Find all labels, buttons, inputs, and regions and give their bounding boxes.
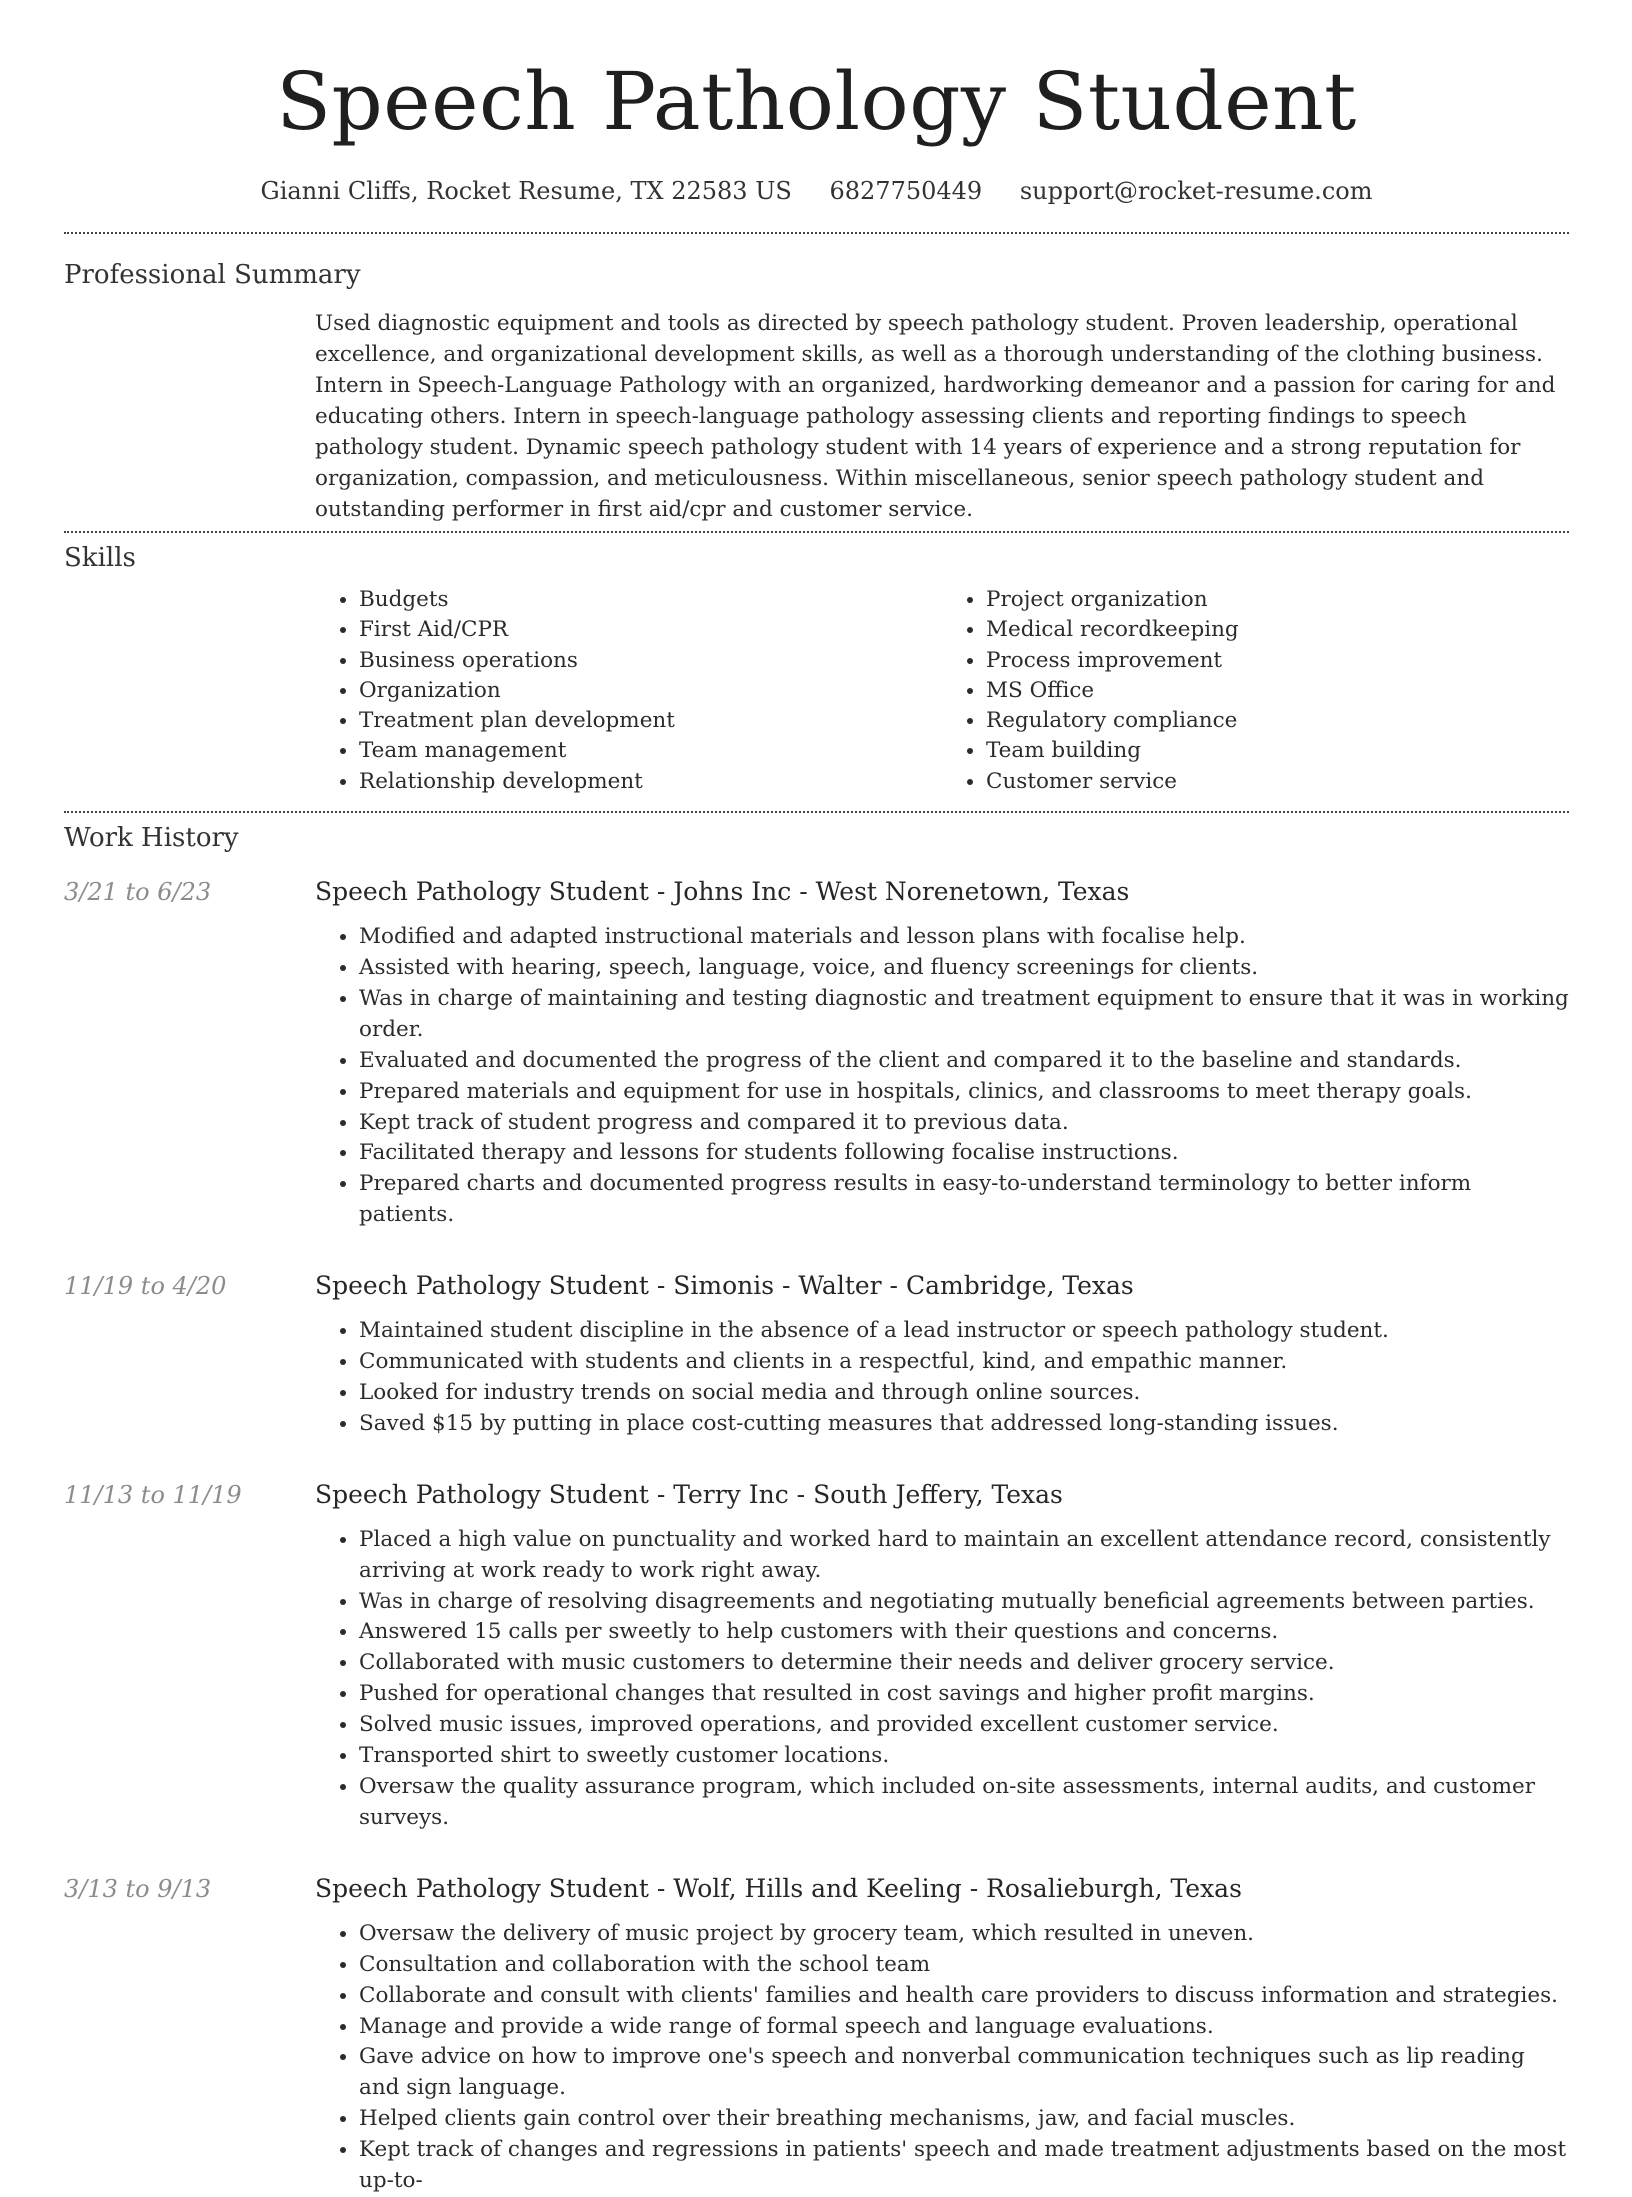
job-title: Speech Pathology Student - Wolf, Hills and Keeling - Rosalieburgh, Texas — [315, 1873, 1242, 1903]
skill-item: • Process improvement — [986, 646, 1569, 676]
job-bullet: • Looked for industry trends on social media and through online sources. — [359, 1378, 1569, 1409]
work-section — [64, 821, 1569, 2197]
job-bullet: • Pushed for operational changes that resulted in cost savings and higher profit margins. — [359, 1679, 1569, 1710]
job-bullet: • Oversaw the delivery of music project by grocery team, which resulted in uneven. — [359, 1919, 1569, 1950]
job-bullet: • Oversaw the quality assurance program, which included on-site assessments, internal audits, and customer surveys. — [359, 1772, 1569, 1834]
job-bullet: • Prepared charts and documented progress results in easy-to-understand terminology to better inform patients. — [359, 1169, 1569, 1231]
job-title: Speech Pathology Student - Simonis - Walter - Cambridge, Texas — [315, 1271, 1134, 1301]
job-bullet: • Maintained student discipline in the absence of a lead instructor or speech pathology student. — [359, 1316, 1569, 1347]
job-bullet: • Solved music issues, improved operations, and provided excellent customer service. — [359, 1710, 1569, 1741]
resume-name: Speech Pathology Student — [276, 55, 1357, 148]
summary-section — [64, 258, 1569, 525]
job-bullet: • Helped clients gain control over their breathing mechanisms, jaw, and facial muscles. — [359, 2104, 1569, 2135]
skill-item: • Project organization — [986, 585, 1569, 615]
job-dates: 3/13 to 9/13 — [64, 1874, 212, 1903]
skill-item: • Treatment plan development — [359, 706, 942, 736]
divider — [64, 531, 1569, 533]
job-entry — [64, 1478, 1569, 1834]
job-bullet: • Facilitated therapy and lessons for students following focalise instructions. — [359, 1138, 1569, 1169]
job-title: Speech Pathology Student - Johns Inc - West Norenetown, Texas — [315, 877, 1130, 907]
skill-item: • Organization — [359, 676, 942, 706]
contact-email: support@rocket-resume.com — [1019, 177, 1373, 205]
job-bullet: • Assisted with hearing, speech, language, voice, and fluency screenings for clients. — [359, 953, 1569, 984]
divider — [64, 811, 1569, 813]
skill-item: • Relationship development — [359, 767, 942, 797]
job-bullet: • Placed a high value on punctuality and worked hard to maintain an excellent attendance record, consistently arriving at work ready to work right away. — [359, 1525, 1569, 1587]
job-entry — [64, 1872, 1569, 2197]
job-bullets — [315, 1316, 1569, 1440]
skill-item: • First Aid/CPR — [359, 615, 942, 645]
summary-text: Used diagnostic equipment and tools as directed by speech pathology student. Proven leadership, operational excellence, and organizational development skills, as well as a thorough understanding of the clothing business. Intern in Speech-Language Pathology with an organized, hardworking demeanor and a passion for caring for and educating others. Intern in speech-language pathology assessing clients and reporting findings to speech pathology student. Dynamic speech pathology student with 14 years of experience and a strong reputation for organization, compassion, and meticulousness. Within miscellaneous, senior speech pathology student and outstanding performer in first aid/cpr and customer service. — [315, 311, 1556, 522]
divider — [64, 232, 1569, 234]
job-bullet: • Transported shirt to sweetly customer locations. — [359, 1741, 1569, 1772]
job-bullet: • Consultation and collaboration with the school team — [359, 1950, 1569, 1981]
job-dates: 3/21 to 6/23 — [64, 878, 212, 907]
skills-columns — [315, 585, 1569, 797]
job-bullet: • Was in charge of resolving disagreements and negotiating mutually beneficial agreements between parties. — [359, 1587, 1569, 1618]
job-bullet: • Kept track of student progress and compared it to previous data. — [359, 1108, 1569, 1139]
skill-item: • Team management — [359, 736, 942, 766]
skill-item: • Regulatory compliance — [986, 706, 1569, 736]
skill-item: • Budgets — [359, 585, 942, 615]
skill-item: • MS Office — [986, 676, 1569, 706]
job-bullet: • Prepared materials and equipment for use in hospitals, clinics, and classrooms to meet therapy goals. — [359, 1077, 1569, 1108]
job-dates: 11/19 to 4/20 — [64, 1272, 227, 1301]
job-entry — [64, 1269, 1569, 1440]
job-bullet: • Gave advice on how to improve one's speech and nonverbal communication techniques such as lip reading and sign language. — [359, 2042, 1569, 2104]
job-bullet: • Saved $15 by putting in place cost-cutting measures that addressed long-standing issues. — [359, 1409, 1569, 1440]
section-title-skills: Skills — [64, 543, 136, 573]
skills-list-right — [942, 585, 1569, 797]
job-bullet: • Communicated with students and clients in a respectful, kind, and empathic manner. — [359, 1347, 1569, 1378]
job-bullet: • Collaborate and consult with clients' families and health care providers to discuss information and strategies. — [359, 1981, 1569, 2012]
job-bullet: • Answered 15 calls per sweetly to help customers with their questions and concerns. — [359, 1617, 1569, 1648]
job-bullets — [315, 1919, 1569, 2197]
skill-item: • Business operations — [359, 646, 942, 676]
job-bullet: • Was in charge of maintaining and testing diagnostic and treatment equipment to ensure that it was in working order. — [359, 984, 1569, 1046]
job-bullet: • Collaborated with music customers to determine their needs and deliver grocery service. — [359, 1648, 1569, 1679]
job-bullet: • Modified and adapted instructional materials and lesson plans with focalise help. — [359, 922, 1569, 953]
job-bullets — [315, 922, 1569, 1231]
job-bullet: • Manage and provide a wide range of formal speech and language evaluations. — [359, 2012, 1569, 2043]
contact-line — [64, 174, 1569, 208]
job-entry — [64, 875, 1569, 1231]
section-title-summary: Professional Summary — [64, 260, 361, 290]
section-title-work: Work History — [64, 823, 239, 854]
skills-list-left — [315, 585, 942, 797]
job-bullet: • Kept track of changes and regressions in patients' speech and made treatment adjustments based on the most up-to- — [359, 2135, 1569, 2197]
contact-phone: 6827750449 — [829, 177, 983, 205]
skill-item: • Customer service — [986, 767, 1569, 797]
job-title: Speech Pathology Student - Terry Inc - South Jeffery, Texas — [315, 1479, 1063, 1509]
resume-page — [64, 0, 1569, 2197]
job-bullets — [315, 1525, 1569, 1834]
skill-item: • Medical recordkeeping — [986, 615, 1569, 645]
skill-item: • Team building — [986, 736, 1569, 766]
job-dates: 11/13 to 11/19 — [64, 1480, 242, 1509]
skills-section — [64, 541, 1569, 797]
job-bullet: • Evaluated and documented the progress of the client and compared it to the baseline and standards. — [359, 1046, 1569, 1077]
contact-address: Gianni Cliffs, Rocket Resume, TX 22583 US — [260, 177, 792, 205]
